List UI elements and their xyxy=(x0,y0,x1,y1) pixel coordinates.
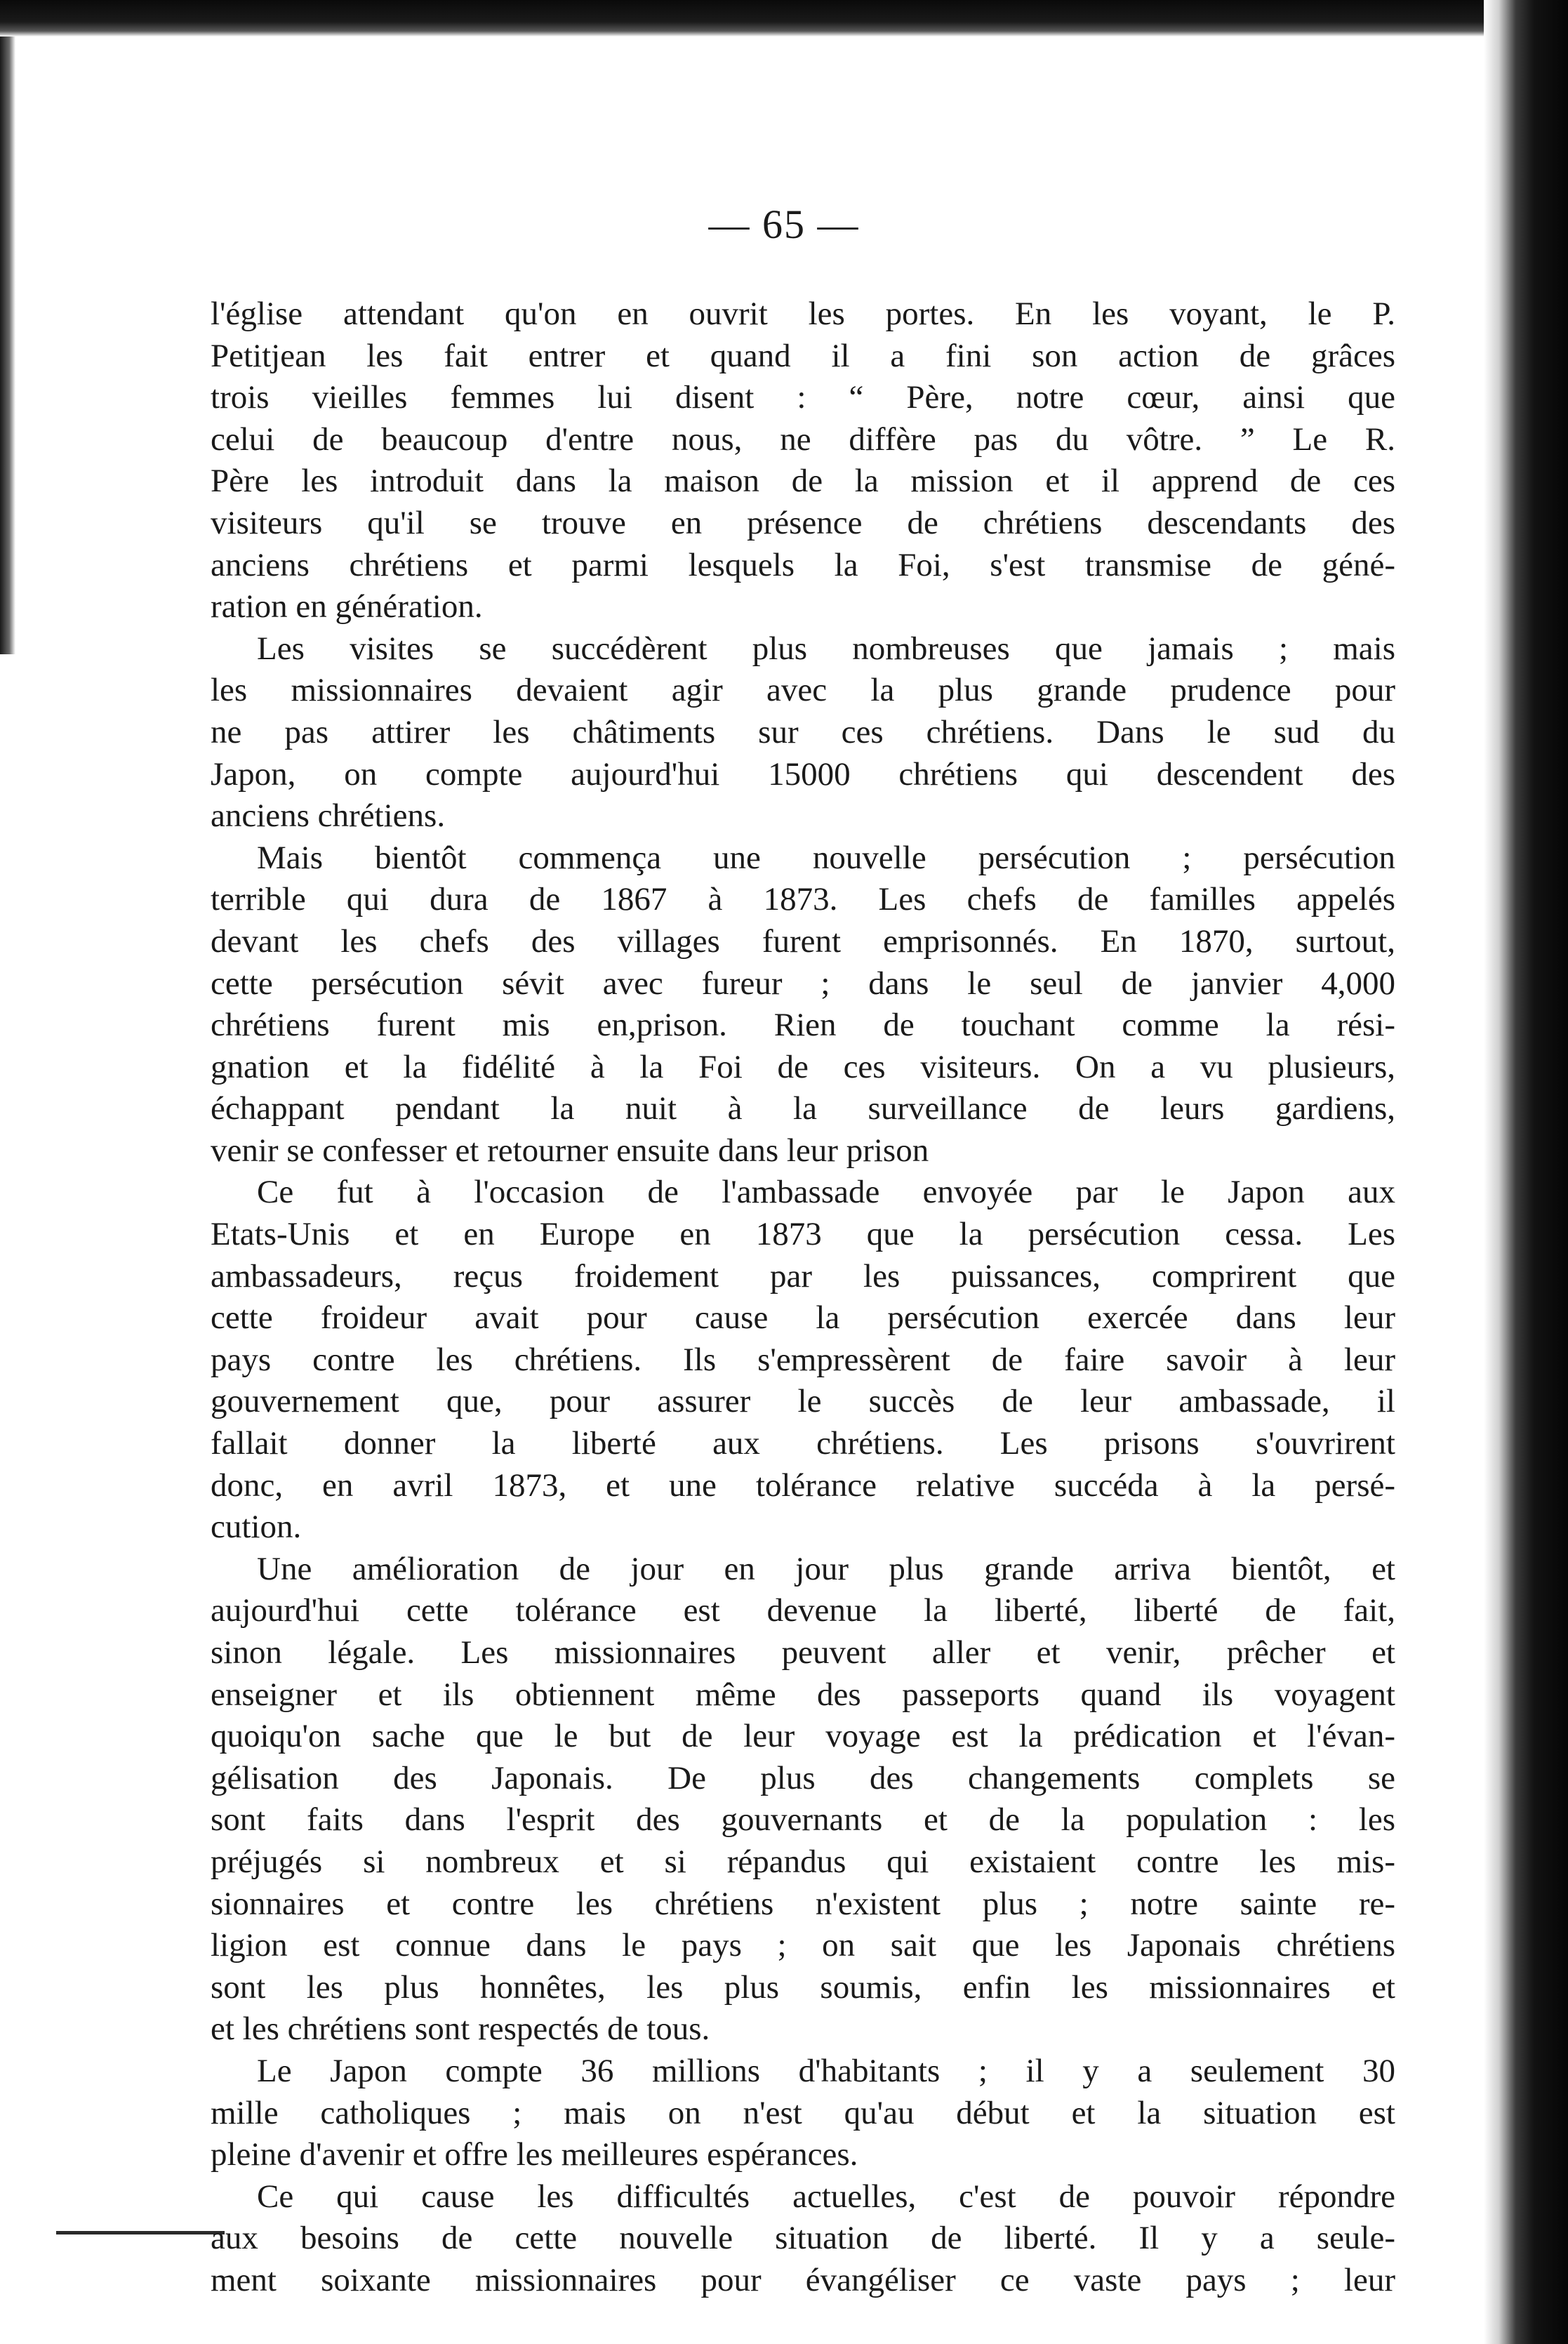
text-line: les missionnaires devaient agir avec la plus grande prudence pour xyxy=(211,672,1395,709)
text-line: pays contre les chrétiens. Ils s'empressèrent de faire savoir à leur xyxy=(211,1341,1395,1378)
page-number: — 65 — xyxy=(708,201,860,247)
text-line: sont faits dans l'esprit des gouvernants et de la population : les xyxy=(211,1801,1395,1839)
text-line: aux besoins de cette nouvelle situation de liberté. Il y a seule- xyxy=(211,2220,1395,2257)
text-line: gnation et la fidélité à la Foi de ces visiteurs. On a vu plusieurs, xyxy=(211,1048,1395,1085)
text-line: anciens chrétiens. xyxy=(211,797,446,835)
text-line: quoiqu'on sache que le but de leur voyage est la prédication et l'évan- xyxy=(211,1718,1395,1755)
text-line: sinon légale. Les missionnaires peuvent aller et venir, prêcher et xyxy=(211,1634,1395,1671)
text-line: devant les chefs des villages furent emprisonnés. En 1870, surtout, xyxy=(211,922,1395,960)
text-line: échappant pendant la nuit à la surveillance de leurs gardiens, xyxy=(211,1090,1395,1127)
scan-border-left xyxy=(0,37,15,654)
text-line: venir se confesser et retourner ensuite dans leur prison xyxy=(211,1132,929,1169)
text-line: Le Japon compte 36 millions d'habitants ; il y a seulement 30 xyxy=(257,2052,1395,2089)
text-line: ration en génération. xyxy=(211,588,483,625)
text-line: pleine d'avenir et offre les meilleures espérances. xyxy=(211,2136,858,2173)
text-line: ligion est connue dans le pays ; on sait que les Japonais chrétiens xyxy=(211,1927,1395,1964)
text-line: Etats-Unis et en Europe en 1873 que la persécution cessa. Les xyxy=(211,1216,1395,1253)
text-line: gouvernement que, pour assurer le succès de leur ambassade, il xyxy=(211,1383,1395,1420)
scan-border-top xyxy=(0,0,1568,37)
text-line: et les chrétiens sont respectés de tous. xyxy=(211,2011,710,2048)
text-line: préjugés si nombreux et si répandus qui existaient contre les mis- xyxy=(211,1843,1395,1880)
text-line: chrétiens furent mis en,prison. Rien de touchant comme la rési- xyxy=(211,1007,1395,1044)
text-line: ambassadeurs, reçus froidement par les puissances, comprirent que xyxy=(211,1257,1395,1295)
text-line: ment soixante missionnaires pour évangéliser ce vaste pays ; leur xyxy=(211,2261,1395,2298)
text-line: Les visites se succédèrent plus nombreuses que jamais ; mais xyxy=(257,630,1395,667)
text-line: Père les introduit dans la maison de la mission et il apprend de ces xyxy=(211,463,1395,500)
text-line: l'église attendant qu'on en ouvrit les portes. En les voyant, le P. xyxy=(211,296,1395,332)
text-line: visiteurs qu'il se trouve en présence de chrétiens descendants des xyxy=(211,504,1395,541)
text-line: cette persécution sévit avec fureur ; dans le seul de janvier 4,000 xyxy=(211,965,1395,1002)
text-line: Petitjean les fait entrer et quand il a fini son action de grâces xyxy=(211,337,1395,374)
text-line: Ce qui cause les difficultés actuelles, c'est de pouvoir répondre xyxy=(257,2178,1395,2215)
text-line: aujourd'hui cette tolérance est devenue la liberté, liberté de fait, xyxy=(211,1592,1395,1629)
footer-rule xyxy=(56,2231,225,2234)
text-line: enseigner et ils obtiennent même des passeports quand ils voyagent xyxy=(211,1676,1395,1713)
body-text xyxy=(211,293,1395,2302)
text-line: gélisation des Japonais. De plus des changements complets se xyxy=(211,1759,1395,1796)
text-line: Une amélioration de jour en jour plus grande arriva bientôt, et xyxy=(257,1550,1395,1587)
text-line: ne pas attirer les châtiments sur ces chrétiens. Dans le sud du xyxy=(211,713,1395,750)
text-line: celui de beaucoup d'entre nous, ne diffère pas du vôtre. ” Le R. xyxy=(211,421,1395,458)
text-line: anciens chrétiens et parmi lesquels la Foi, s'est transmise de géné- xyxy=(211,546,1395,583)
scan-border-right xyxy=(1484,0,1568,2344)
text-line: mille catholiques ; mais on n'est qu'au début et la situation est xyxy=(211,2094,1395,2131)
text-line: donc, en avril 1873, et une tolérance relative succéda à la persé- xyxy=(211,1466,1395,1504)
text-line: Ce fut à l'occasion de l'ambassade envoyée par le Japon aux xyxy=(257,1174,1395,1211)
text-line: fallait donner la liberté aux chrétiens. Les prisons s'ouvrirent xyxy=(211,1425,1395,1462)
text-line: sionnaires et contre les chrétiens n'existent plus ; notre sainte re- xyxy=(211,1885,1395,1922)
text-line: terrible qui dura de 1867 à 1873. Les chefs de familles appelés xyxy=(211,881,1395,918)
text-line: cution. xyxy=(211,1509,302,1546)
text-line: trois vieilles femmes lui disent : “ Père, notre cœur, ainsi que xyxy=(211,379,1395,416)
text-line: cette froideur avait pour cause la persécution exercée dans leur xyxy=(211,1299,1395,1337)
text-line: sont les plus honnêtes, les plus soumis, enfin les missionnaires et xyxy=(211,1968,1395,2006)
text-line: Japon, on compte aujourd'hui 15000 chrétiens qui descendent des xyxy=(211,755,1395,793)
text-line: Mais bientôt commença une nouvelle persécution ; persécution xyxy=(257,839,1395,876)
